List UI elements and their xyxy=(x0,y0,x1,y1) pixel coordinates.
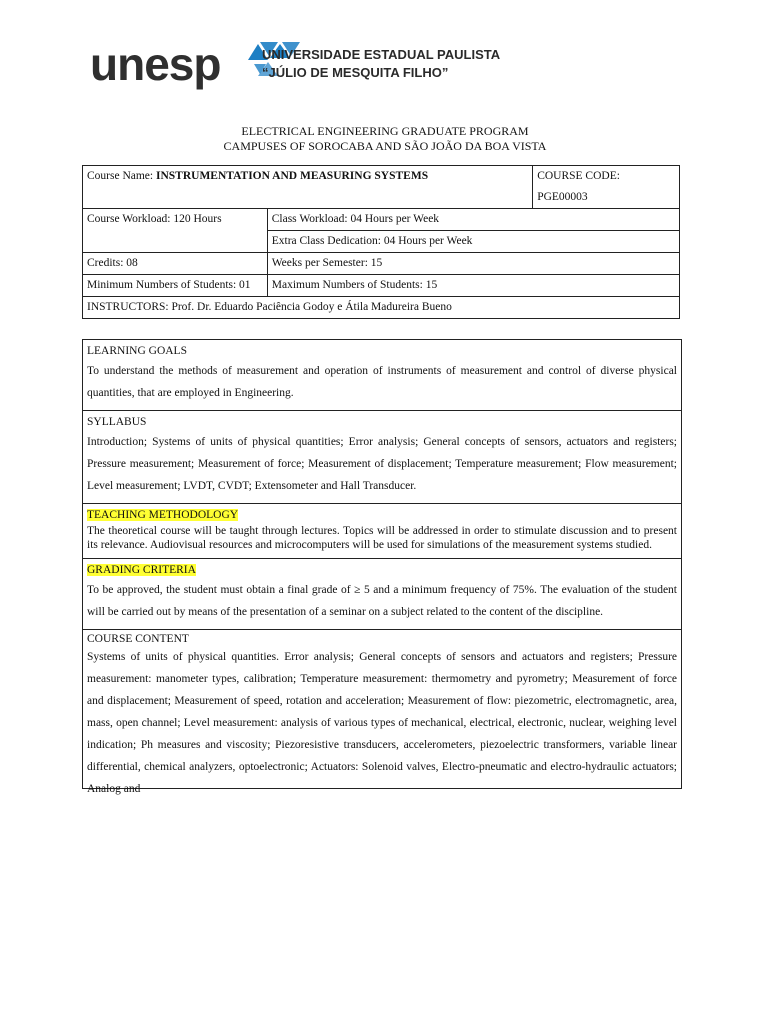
instructors: INSTRUCTORS: Prof. Dr. Eduardo Paciência Godoy e Átila Madureira Bueno xyxy=(83,297,680,319)
university-name xyxy=(262,46,500,82)
course-content-section xyxy=(83,630,681,795)
course-name-label: Course Name: xyxy=(87,170,156,182)
course-name-cell xyxy=(83,166,533,209)
teaching-methodology-text: The theoretical course will be taught through lectures. Topics will be addressed in order to stimulate discussion and to present its relevance. Audiovisual resources and microcomputers will be used for simulations of the measurement systems studied. xyxy=(87,525,677,551)
weeks-per-semester: Weeks per Semester: 15 xyxy=(267,253,679,275)
class-workload: Class Workload: 04 Hours per Week xyxy=(267,209,679,231)
course-sections xyxy=(82,339,682,795)
university-line1: UNIVERSIDADE ESTADUAL PAULISTA xyxy=(262,47,501,62)
program-heading xyxy=(0,124,770,154)
university-logo xyxy=(90,38,510,94)
course-content-text: Systems of units of physical quantities. Error analysis; General concepts of sensors and actuators and registers; Pressure measurement: manometer types, calibration; Temperature measurement: thermometry and pyrometry; Measurement of force and displacement; Measurement of speed, rotation and acceleration; Measurement of flow: piezometric, electromagnetic, area, mass, open channel; Level measurement: analysis of various types of mechanical, electrical, electronic, nuclear, weighing level indication; Ph measures and viscosity; Piezoresistive transducers, accelerometers, piezoelectric transformers, variable linear differential, chemical analyzers, optoelectronic; Actuators: Solenoid valves, Electro-pneumatic and electro-hydraulic actuators; Analog and xyxy=(87,651,677,795)
learning-goals-text: To understand the methods of measurement and operation of instruments of measurement and control of diverse physical quantities, that are employed in Engineering. xyxy=(87,365,677,399)
course-workload: Course Workload: 120 Hours xyxy=(83,209,268,253)
program-title: ELECTRICAL ENGINEERING GRADUATE PROGRAM xyxy=(241,124,529,138)
program-campuses: CAMPUSES OF SOROCABA AND SÃO JOÃO DA BOA VISTA xyxy=(223,139,547,153)
logo-wordmark: unesp xyxy=(90,38,221,90)
teaching-methodology-title: TEACHING METHODOLOGY xyxy=(87,509,239,521)
university-line2: “JÚLIO DE MESQUITA FILHO” xyxy=(262,65,449,80)
grading-criteria-text: To be approved, the student must obtain a final grade of ≥ 5 and a minimum frequency of 75%. The evaluation of the student will be carried out by means of the presentation of a seminar on a subject related to the content of the discipline. xyxy=(87,584,677,618)
teaching-methodology-section xyxy=(83,504,681,559)
max-students: Maximum Numbers of Students: 15 xyxy=(267,275,679,297)
course-name: INSTRUMENTATION AND MEASURING SYSTEMS xyxy=(155,170,429,182)
syllabus-title: SYLLABUS xyxy=(87,416,147,428)
min-students: Minimum Numbers of Students: 01 xyxy=(83,275,268,297)
course-content-title: COURSE CONTENT xyxy=(87,633,189,645)
learning-goals-title: LEARNING GOALS xyxy=(87,345,187,357)
course-info-table xyxy=(82,165,680,319)
course-code-label: COURSE CODE: xyxy=(533,166,680,188)
syllabus-section xyxy=(83,411,681,504)
credits: Credits: 08 xyxy=(83,253,268,275)
grading-criteria-section xyxy=(83,559,681,630)
grading-criteria-title: GRADING CRITERIA xyxy=(87,564,196,576)
course-code: PGE00003 xyxy=(533,187,680,209)
learning-goals-section xyxy=(83,340,681,411)
extra-class-dedication: Extra Class Dedication: 04 Hours per Week xyxy=(267,231,679,253)
syllabus-text: Introduction; Systems of units of physical quantities; Error analysis; General concepts of sensors, actuators and registers; Pressure measurement; Measurement of force; Measurement of displacement; Temperature measurement; Flow measurement; Level measurement; LVDT, CVDT; Extensometer and Hall Transducer. xyxy=(87,436,677,492)
